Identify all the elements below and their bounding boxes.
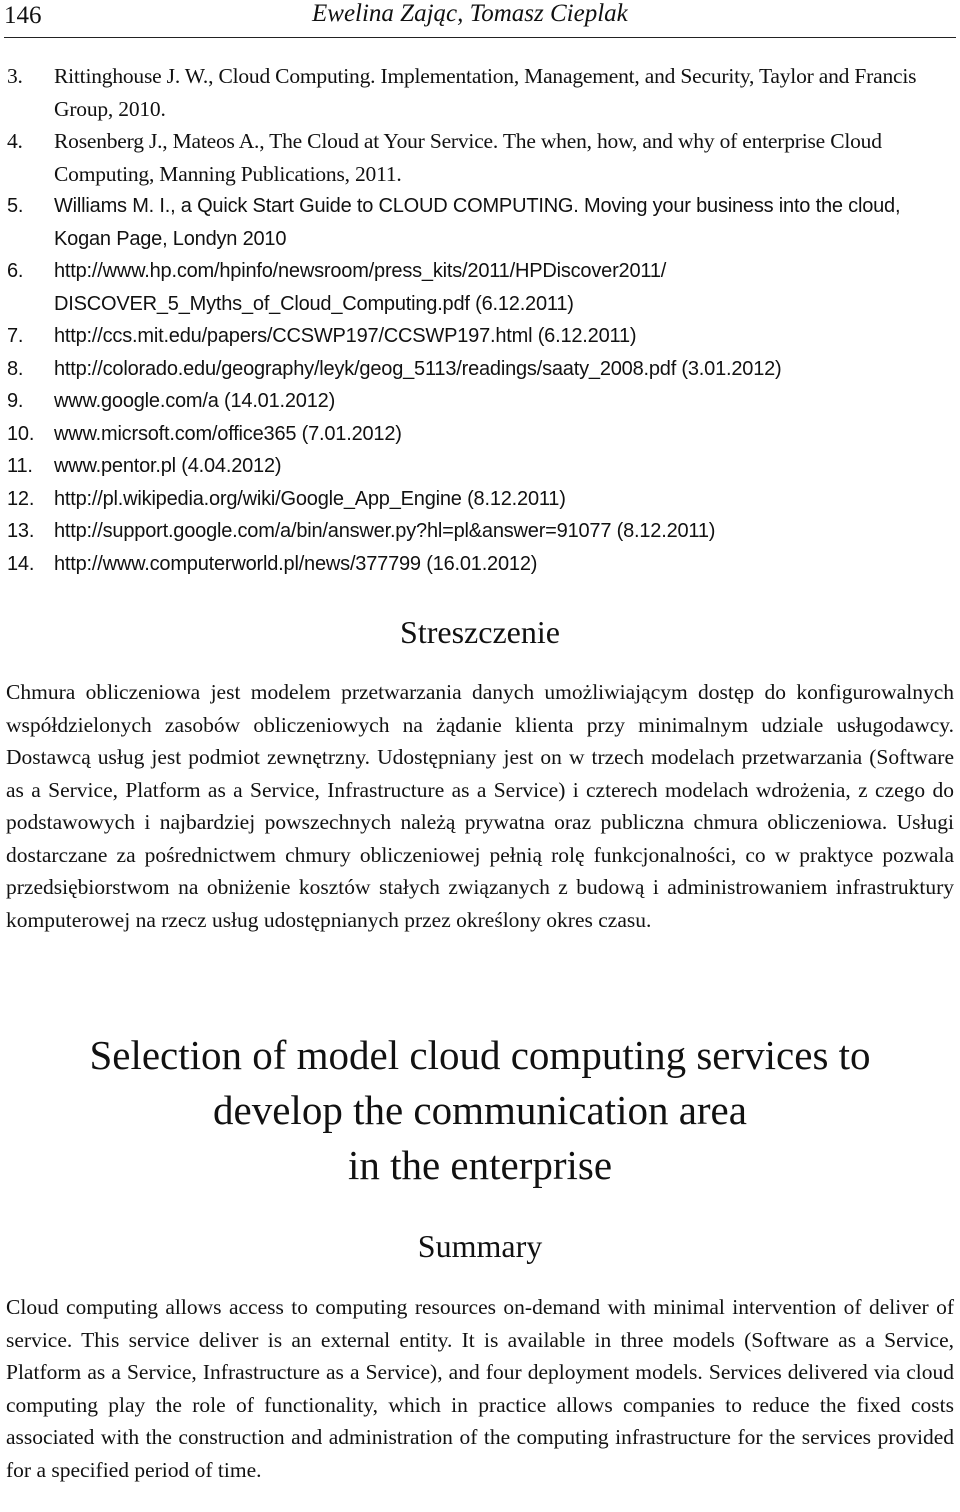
streszczenie-heading: Streszczenie xyxy=(400,614,560,650)
reference-link[interactable]: www.pentor.pl (4.04.2012) xyxy=(54,455,282,477)
reference-number: 5. xyxy=(7,195,24,217)
reference-link[interactable]: http://www.hp.com/hpinfo/newsroom/press_kits/2011/HPDiscover2011/ DISCOVER_5_Myths_of_Cloud_Computing.pdf (6.12.2011) xyxy=(54,260,667,315)
english-title-line: Selection of model cloud computing services to xyxy=(89,1032,871,1078)
reference-item xyxy=(0,255,960,320)
reference-number: 14. xyxy=(7,552,35,575)
reference-number: 12. xyxy=(7,487,35,510)
reference-link[interactable]: http://ccs.mit.edu/papers/CCSWP197/CCSWP197.html (6.12.2011) xyxy=(54,325,637,347)
reference-link[interactable]: www.google.com/a (14.01.2012) xyxy=(54,390,336,412)
summary-heading: Summary xyxy=(417,1228,543,1264)
reference-number: 4. xyxy=(7,129,23,153)
reference-item xyxy=(0,548,960,581)
reference-number: 9. xyxy=(7,390,24,412)
running-header xyxy=(0,0,960,36)
reference-number: 3. xyxy=(7,64,23,88)
reference-text: Williams M. I., a Quick Start Guide to CLOUD COMPUTING. Moving your business into the cloud, Kogan Page, Londyn 2010 xyxy=(54,195,901,250)
reference-number: 13. xyxy=(7,520,35,542)
reference-link[interactable]: http://colorado.edu/geography/leyk/geog_5113/readings/saaty_2008.pdf (3.01.2012) xyxy=(54,357,782,380)
reference-item xyxy=(0,320,960,353)
reference-number: 8. xyxy=(7,357,24,380)
reference-item xyxy=(0,385,960,418)
reference-link[interactable]: http://www.computerworld.pl/news/377799 (16.01.2012) xyxy=(54,552,538,575)
reference-link[interactable]: www.micrsoft.com/office365 (7.01.2012) xyxy=(54,422,402,445)
reference-number: 6. xyxy=(7,260,24,282)
reference-link[interactable]: http://support.google.com/a/bin/answer.py?hl=pl&answer=91077 (8.12.2011) xyxy=(54,520,716,542)
english-title-line: in the enterprise xyxy=(347,1142,613,1188)
english-title xyxy=(0,1028,960,1193)
reference-text: Rosenberg J., Mateos A., The Cloud at Your Service. The when, how, and why of enterprise Cloud Computing, Manning Publications, 2011. xyxy=(54,129,882,186)
page-number: 146 xyxy=(4,2,42,29)
reference-item xyxy=(0,60,960,125)
summary-text: Cloud computing allows access to computing resources on-demand with minimal intervention of deliver of service. This service deliver is an external entity. It is available in three models (Software as a Service, Platform as a Service, Infrastructure as a Service), and four deployment models. Services delivered via cloud computing play the role of functionality, which in practice allows companies to reduce the fixed costs associated with the construction and administration of the computing infrastructure for the services provided for a specified period of time. xyxy=(6,1295,954,1482)
running-head-authors: Ewelina Zając, Tomasz Cieplak xyxy=(312,0,628,27)
reference-number: 7. xyxy=(7,325,24,347)
streszczenie-text: Chmura obliczeniowa jest modelem przetwarzania danych umożliwiającym dostęp do konfigurowalnych współdzielonych zasobów obliczeniowych na żądanie klienta przy minimalnym udziale usługodawcy. Dostawcą usług jest podmiot zewnętrzny. Udostępniany jest on w trzech modelach przetwarzania (Software as a Service, Platform as a Service, Infrastructure as a Service) i czterech modelach wdrożenia, z czego do podstawowych i najbardziej powszechnych należą prywatna oraz publiczna chmura obliczeniowa. Usługi dostarczane za pośrednictwem chmury obliczeniowej pełnią rolę funkcjonalności, co w praktyce pozwala przedsiębiorstwom na obniżenie kosztów stałych związanych z budową i administrowaniem infrastruktury komputerowej na rzecz usług udostępnianych przez określony okres czasu. xyxy=(6,680,954,932)
reference-text: Rittinghouse J. W., Cloud Computing. Implementation, Management, and Security, Taylor and Francis Group, 2010. xyxy=(54,64,917,121)
reference-item xyxy=(0,450,960,483)
reference-item xyxy=(0,353,960,386)
english-title-line: develop the communication area xyxy=(213,1087,747,1133)
reference-item xyxy=(0,418,960,451)
reference-number: 11. xyxy=(7,455,33,477)
reference-list xyxy=(0,60,960,580)
reference-number: 10. xyxy=(7,422,35,445)
reference-item xyxy=(0,125,960,190)
reference-link[interactable]: http://pl.wikipedia.org/wiki/Google_App_Engine (8.12.2011) xyxy=(54,487,566,510)
reference-item xyxy=(0,190,960,255)
reference-item xyxy=(0,515,960,548)
header-rule xyxy=(4,37,956,38)
reference-item xyxy=(0,483,960,516)
